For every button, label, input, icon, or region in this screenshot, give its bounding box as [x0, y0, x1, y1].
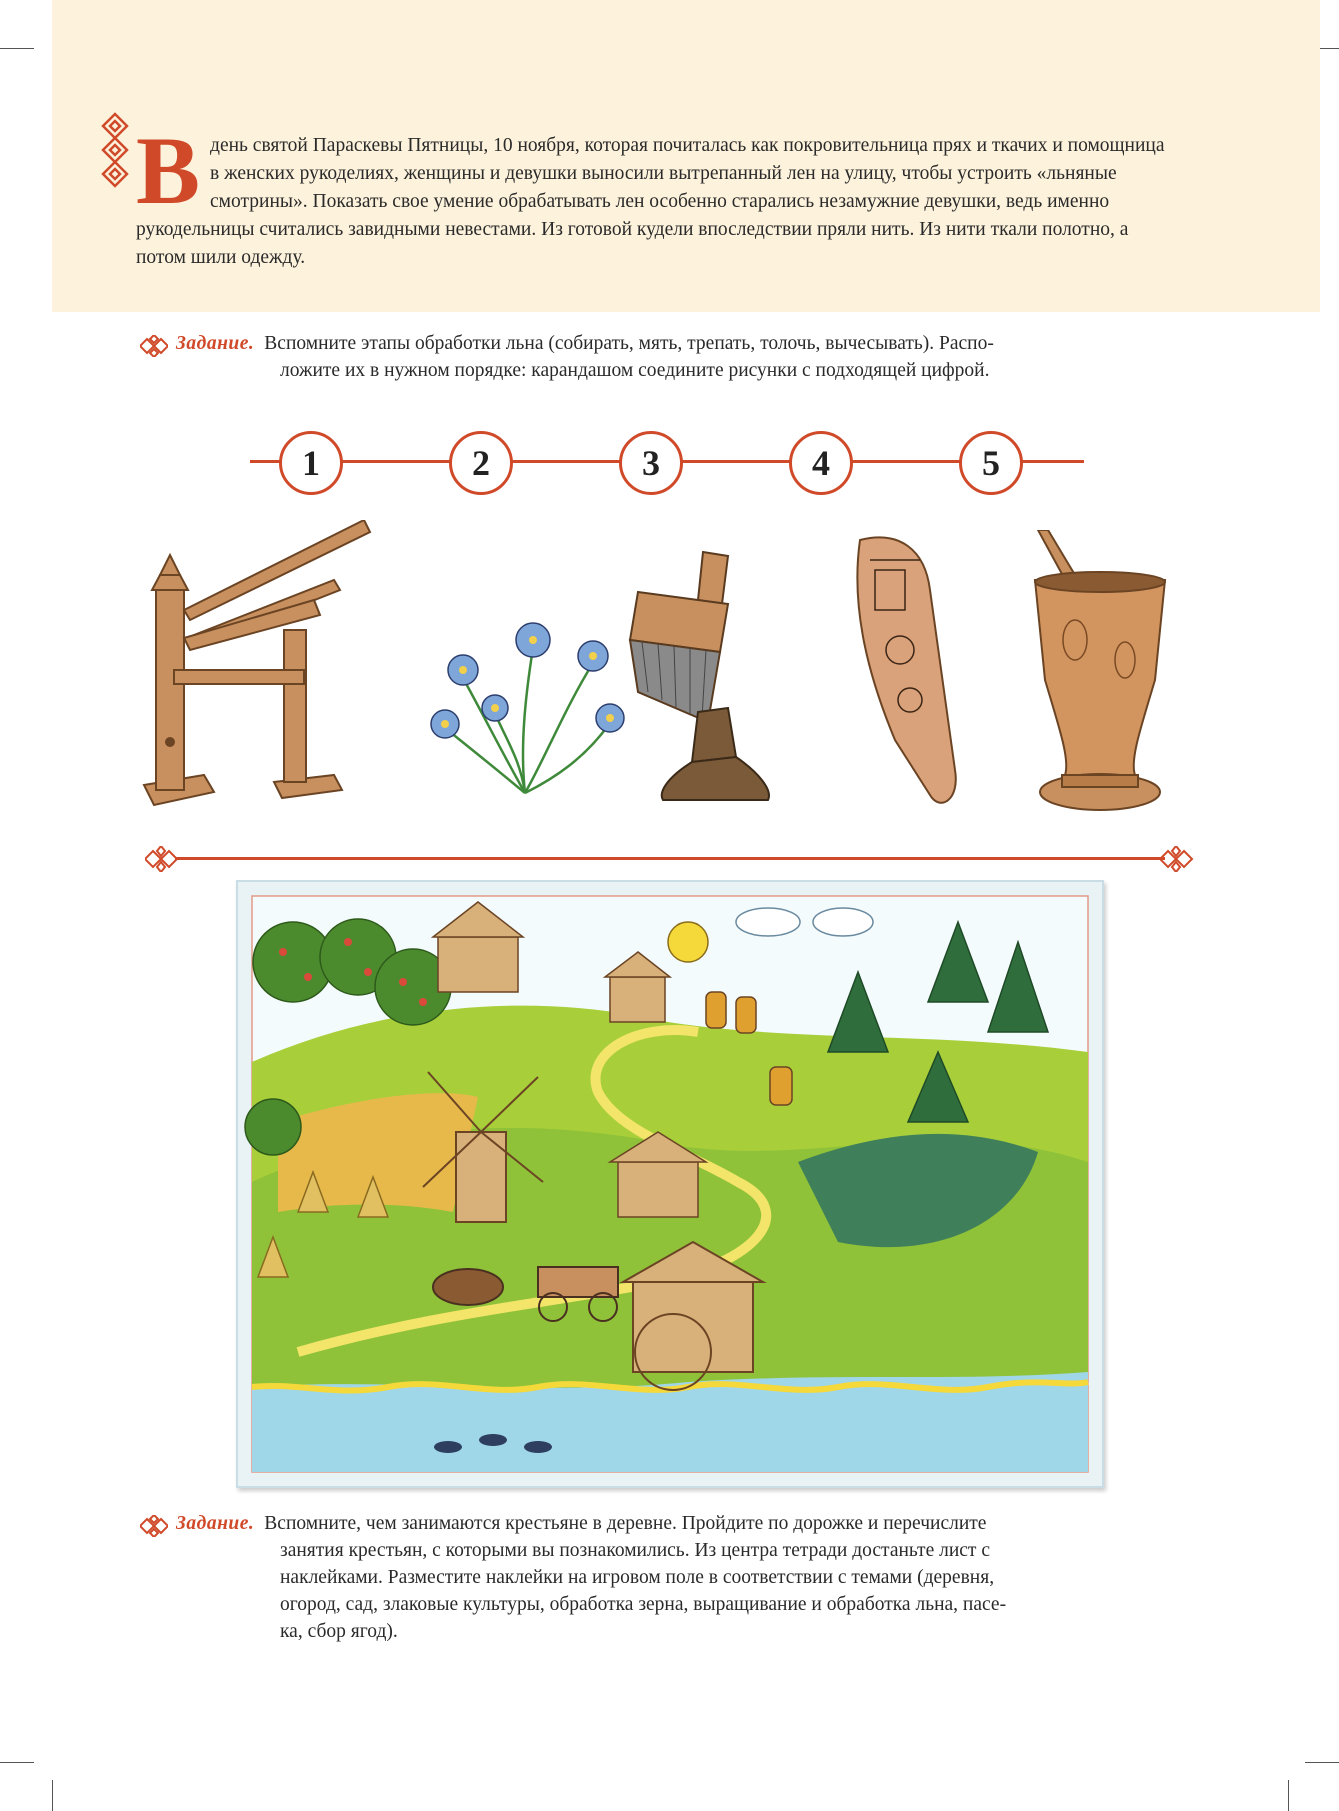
number-circle: 1 [279, 431, 343, 495]
scutching-knife-icon [840, 530, 990, 815]
crop-mark [52, 1780, 53, 1811]
ornament-icon [100, 112, 130, 190]
game-board [236, 880, 1104, 1488]
flax-flowers-icon [425, 608, 625, 798]
task-text: ка, сбор ягод). [280, 1621, 398, 1642]
crop-mark [1288, 1780, 1289, 1811]
drop-cap: В [136, 117, 201, 224]
task-text: ложите их в нужном порядке: карандашом соедините рисунки с подходящей цифрой. [280, 360, 990, 381]
intro-text: день святой Параскевы Пятницы, 10 ноября, которая почиталась как покровительница прях и ткачих и помощница в женских рукоделиях, женщины и девушки выносили вытрепанный лен на улицу, чтобы устроить «льняные смотрины». Показать свое умение обрабатывать лен особенно старались незамужние девушки, ведь именно рукодельницы считались завидными невестами. Из готовой кудели впоследствии пряли нить. Из нити ткали полотно, а потом шили одежду. [136, 135, 1165, 268]
task-text: огород, сад, злаковые культуры, обработка зерна, выращивание и обработка льна, пасе- [280, 1594, 1007, 1615]
ornament-icon [145, 846, 179, 872]
number-circle: 3 [619, 431, 683, 495]
number-circle: 4 [789, 431, 853, 495]
task-text: Вспомните этапы обработки льна (собирать, мять, трепать, толочь, вычесывать). Распо- [264, 333, 994, 354]
intro-paragraph [136, 117, 1176, 272]
task-text: занятия крестьян, с которыми вы познакомились. Из центра тетради достаньте лист с [280, 1540, 990, 1561]
ornament-icon [1160, 846, 1194, 872]
crop-mark [0, 1762, 34, 1763]
crop-mark [0, 48, 34, 49]
village-illustration [238, 882, 1102, 1486]
task-text: наклейками. Разместите наклейки на игровом поле в соответствии с темами (деревня, [280, 1567, 995, 1588]
number-circle: 5 [959, 431, 1023, 495]
task-ornament-icon [140, 335, 168, 357]
separator-line [175, 857, 1165, 860]
task-1 [176, 330, 1176, 384]
task-label: Задание. [176, 1513, 255, 1534]
number-circle: 2 [449, 431, 513, 495]
wooden-mortar-icon [1030, 530, 1170, 815]
task-label: Задание. [176, 333, 255, 354]
task-ornament-icon [140, 1515, 168, 1537]
flax-brake-icon [134, 520, 374, 810]
crop-mark [1305, 1762, 1339, 1763]
task-text: Вспомните, чем занимаются крестьяне в деревне. Пройдите по дорожке и перечислите [264, 1513, 987, 1534]
task-2 [176, 1510, 1176, 1645]
flax-comb-icon [618, 542, 778, 802]
